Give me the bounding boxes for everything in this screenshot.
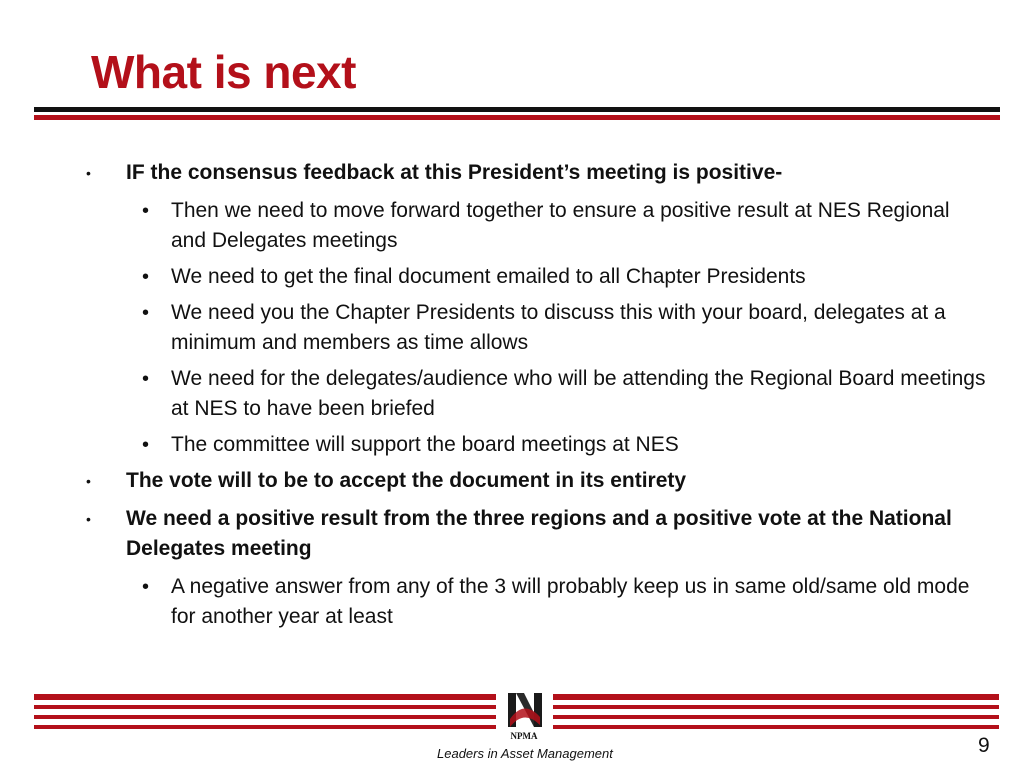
bullet-level2: • The committee will support the board meetings at NES — [142, 433, 679, 456]
footer-rule-red-left-2 — [34, 705, 496, 709]
bullet-level2: • We need you the Chapter Presidents to discuss this with your board, delegates at a minimum and members as time allows — [142, 301, 946, 354]
bullet-level2: • Then we need to move forward together to ensure a positive result at NES Regional and Delegates meetings — [142, 199, 950, 252]
bullet-text: IF the consensus feedback at this President’s meeting is positive- — [126, 161, 783, 184]
bullet-level1: • We need a positive result from the three regions and a positive vote at the National Delegates meeting — [86, 507, 952, 560]
footer-rule-red-left-3 — [34, 715, 496, 719]
bullet-text: We need a positive result from the three regions and a positive vote at the National Delegates meeting — [126, 507, 952, 560]
bullet-text: Then we need to move forward together to ensure a positive result at NES Regional and Delegates meetings — [171, 199, 950, 252]
footer-rule-red-right-4 — [553, 725, 999, 729]
bullet-text: A negative answer from any of the 3 will probably keep us in same old/same old mode for another year at least — [171, 575, 970, 628]
logo-text: NPMA — [510, 731, 538, 741]
footer-rule-red-right-3 — [553, 715, 999, 719]
bullet-text: The vote will to be to accept the document in its entirety — [126, 469, 687, 492]
slide-title: What is next — [91, 46, 356, 98]
bullet-level2: • We need for the delegates/audience who will be attending the Regional Board meetings at NES to have been briefed — [142, 367, 986, 420]
header-rule-black — [34, 107, 1000, 112]
bullet-text: The committee will support the board meetings at NES — [171, 433, 679, 456]
footer-tagline: Leaders in Asset Management — [437, 746, 613, 761]
bullet-text: We need you the Chapter Presidents to discuss this with your board, delegates at a minimum and members as time allows — [171, 301, 946, 354]
bullet-level2: • We need to get the final document emailed to all Chapter Presidents — [142, 265, 806, 288]
header-rule-red — [34, 115, 1000, 120]
bullet-level1: • IF the consensus feedback at this President’s meeting is positive- — [86, 161, 783, 184]
footer-rule-red-right-2 — [553, 705, 999, 709]
page-number: 9 — [978, 734, 990, 757]
footer-rule-red-left-1 — [34, 694, 496, 700]
bullet-level2: • A negative answer from any of the 3 will probably keep us in same old/same old mode for another year at least — [142, 575, 970, 628]
bullet-level1: • The vote will to be to accept the document in its entirety — [86, 469, 687, 492]
bullet-text: We need to get the final document emailed to all Chapter Presidents — [171, 265, 806, 288]
footer-rule-red-left-4 — [34, 725, 496, 729]
npma-logo — [500, 689, 548, 743]
footer-rule-red-right-1 — [553, 694, 999, 700]
bullet-list — [86, 158, 986, 638]
bullet-text: We need for the delegates/audience who will be attending the Regional Board meetings at NES to have been briefed — [171, 367, 986, 420]
